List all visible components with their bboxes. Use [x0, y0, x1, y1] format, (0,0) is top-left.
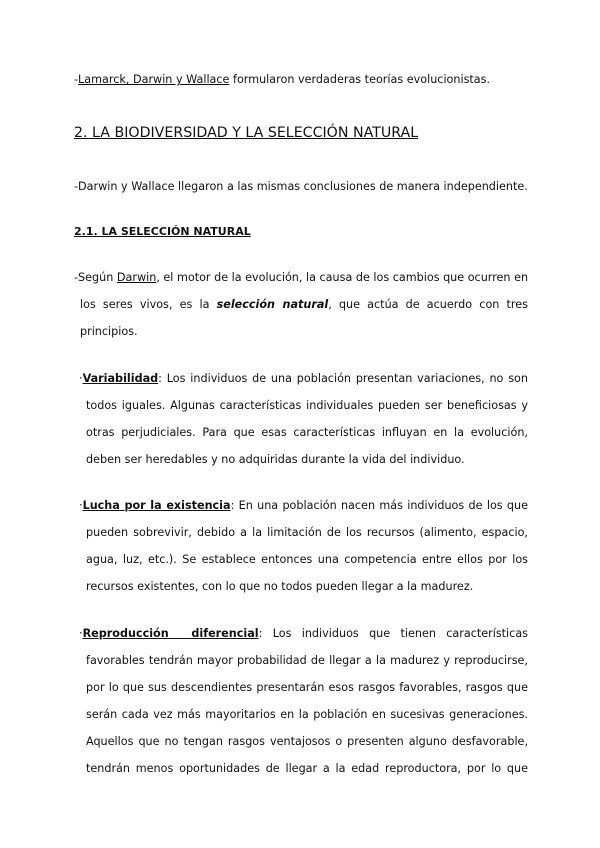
darwin-l2-pre: los seres vivos, es la — [80, 298, 217, 311]
bullet: · — [79, 627, 83, 640]
lucha-line-3: agua, luz, etc.). Se establece entonces una competencia entre ellos por los — [86, 553, 528, 566]
lucha-line-2: pueden sobrevivir, debido a la limitación de los recursos (alimento, espacio, — [86, 526, 528, 539]
section-2-heading: 2. LA BIODIVERSIDAD Y LA SELECCIÓN NATURAL — [74, 125, 419, 141]
intro-authors: Lamarck, Darwin y Wallace — [78, 73, 230, 86]
variabilidad-line-1 — [79, 372, 528, 386]
intro-line — [74, 73, 490, 87]
darwin-l1-post: , el motor de la evolución, la causa de los cambios que ocurren en — [156, 271, 529, 284]
lucha-term: Lucha por la existencia — [82, 499, 231, 512]
darwin-line-1 — [74, 271, 528, 285]
section-2-text: -Darwin y Wallace llegaron a las mismas conclusiones de manera independiente. — [74, 180, 528, 193]
darwin-line-2 — [80, 298, 528, 312]
darwin-line-3: principios. — [80, 325, 138, 338]
reproduccion-line-2: favorables tendrán mayor probabilidad de llegar a la madurez y reproducirse, — [86, 654, 528, 667]
darwin-l1-pre: -Según — [74, 271, 117, 284]
reproduccion-l1-rest: : Los individuos que tienen características — [258, 627, 529, 640]
variabilidad-line-2: todos iguales. Algunas características individuales pueden ser beneficiosas y — [86, 399, 528, 412]
variabilidad-term: Variabilidad — [82, 372, 159, 385]
reproduccion-line-5: Aquellos que no tengan rasgos ventajosos o presenten alguno desfavorable, — [86, 735, 528, 748]
intro-rest: formularon verdaderas teorías evolucionistas. — [229, 73, 491, 86]
lucha-l1-rest: : En una población nacen más individuos de los que — [230, 499, 528, 512]
darwin-l2-post: , que actúa de acuerdo con tres — [328, 298, 528, 311]
bullet: · — [79, 499, 83, 512]
section-2-1-heading: 2.1. LA SELECCIÓN NATURAL — [74, 225, 251, 238]
variabilidad-l1-rest: : Los individuos de una población presentan variaciones, no son — [158, 372, 528, 385]
natural-selection-term: selección natural — [216, 298, 329, 311]
reproduccion-line-3: por lo que sus descendientes presentarán esos rasgos favorables, rasgos que — [86, 681, 528, 694]
intro-dash: - — [74, 73, 79, 86]
reproduccion-line-6: tendrán menos oportunidades de llegar a la edad reproductora, por lo que — [86, 762, 528, 775]
bullet: · — [79, 372, 83, 385]
reproduccion-line-1 — [79, 627, 528, 641]
variabilidad-line-4: deben ser heredables y no adquiridas durante la vida del individuo. — [86, 453, 465, 466]
darwin-name: Darwin — [116, 271, 157, 284]
variabilidad-line-3: otras perjudiciales. Para que esas características influyan en la evolución, — [86, 426, 528, 439]
lucha-line-4: recursos existentes, con lo que no todos pueden llegar a la madurez. — [86, 580, 474, 593]
reproduccion-line-4: serán cada vez más mayoritarios en la población en sucesivas generaciones. — [86, 708, 528, 721]
lucha-line-1 — [79, 499, 528, 513]
reproduccion-term: Reproducción diferencial — [82, 627, 259, 640]
